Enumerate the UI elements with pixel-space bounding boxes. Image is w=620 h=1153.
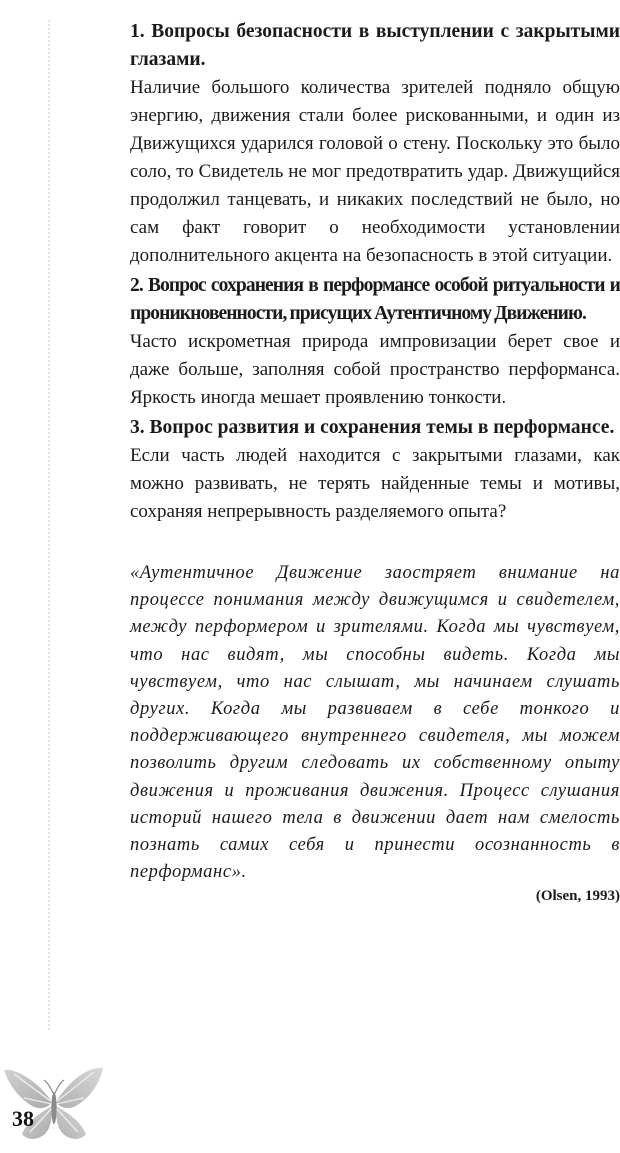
butterfly-icon: [2, 1062, 106, 1148]
section-heading: 1. Вопросы безопасности в выступлении с закрытыми глазами.: [130, 21, 620, 70]
section-safety: [130, 18, 620, 270]
quote-text: «Аутентичное Движение заостряет внимание на процессе понимания между движущимся и свидетелем, между перформером и зрителями. Когда мы чувствуем, что нас видят, мы способны видеть. Когда мы чувствуем, что нас слышат, мы начинаем слушать других. Когда мы развиваем в себе тонкого и поддерживающего внутреннего свидетеля, мы можем позволить другим следовать их собственному опыту движения и проживания движения. Процесс слушания историй нашего тела в движении дает нам смелость познать самих себя и принести осознанность в перформанс».: [130, 563, 620, 883]
section-body: Наличие большого количества зрителей подняло общую энергию, движения стали более рискованными, и один из Движущихся ударился головой о стену. Поскольку это было соло, то Свидетель не мог предотвратить удар. Движущийся продолжил танцевать, и никаких последствий не было, но сам факт говорит о необходимости установлении дополнительного акцента на безопасность в этой ситуации.: [130, 77, 620, 266]
section-heading: 2. Вопрос сохранения в перформансе особой ритуальности и проникновенности, присущих Аутентичному Движению.: [130, 275, 620, 324]
section-heading: 3. Вопрос развития и сохранения темы в перформансе.: [130, 417, 615, 438]
section-rituality: [130, 272, 620, 412]
quote-citation: (Olsen, 1993): [535, 888, 620, 905]
page-number: 38: [12, 1106, 34, 1131]
page-content: [130, 18, 620, 905]
section-body: Если часть людей находится с закрытыми глазами, как можно развивать, не терять найденные темы и мотивы, сохраняя непрерывность разделяемого опыта?: [130, 445, 620, 522]
section-body: Часто искрометная природа импровизации берет свое и даже больше, заполняя собой пространство перформанса. Яркость иногда мешает проявлению тонкости.: [130, 331, 620, 408]
quote-block: [130, 560, 620, 886]
page-margin-rule: [48, 20, 50, 1030]
section-theme: [130, 414, 620, 526]
